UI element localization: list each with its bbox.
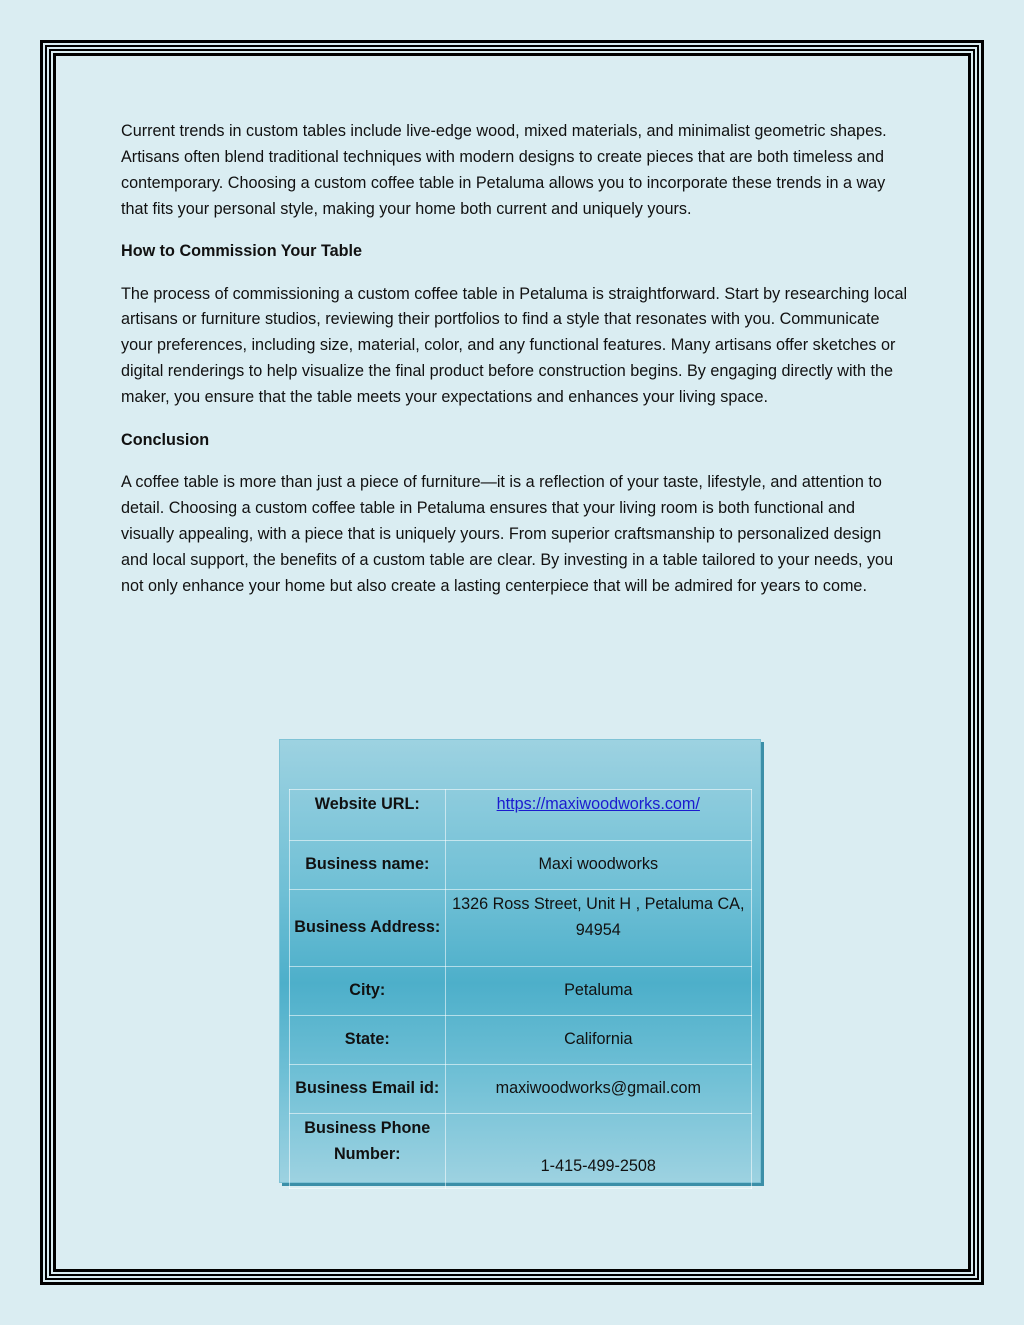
- city-value: Petaluma: [445, 967, 751, 1016]
- state-value: California: [445, 1016, 751, 1065]
- table-row: [290, 1016, 752, 1065]
- website-link[interactable]: https://maxiwoodworks.com/: [496, 795, 700, 813]
- business-info-table: [289, 789, 752, 1189]
- business-info-card: [279, 739, 761, 1183]
- commission-paragraph: The process of commissioning a custom coffee table in Petaluma is straightforward. Start by researching local artisans or furniture studios, reviewing their portfolios to find a style that resonates with you. Communicate your preferences, including size, material, color, and any functional features. Many artisans offer sketches or digital renderings to help visualize the final product before construction begins. By engaging directly with the maker, you ensure that the table meets your expectations and enhances your living space.: [121, 284, 908, 407]
- website-label: Website URL:: [290, 790, 446, 841]
- phone-value: 1-415-499-2508: [445, 1114, 751, 1189]
- table-row: [290, 890, 752, 967]
- conclusion-paragraph: A coffee table is more than just a piece of furniture—it is a reflection of your taste, lifestyle, and attention to detail. Choosing a custom coffee table in Petaluma ensures that your living room is both functional and visually appealing, with a piece that is uniquely yours. From superior craftsmanship to personalized design and local support, the benefits of a custom table are clear. By investing in a table tailored to your needs, you not only enhance your home but also create a lasting centerpiece that will be admired for years to come.: [121, 472, 894, 595]
- city-label: City:: [290, 967, 446, 1016]
- business-name-label: Business name:: [290, 841, 446, 890]
- website-cell: [445, 790, 751, 841]
- commission-heading: How to Commission Your Table: [121, 242, 363, 261]
- business-address-label: Business Address:: [290, 890, 446, 967]
- table-row: [290, 967, 752, 1016]
- table-row: [290, 1065, 752, 1114]
- table-row: [290, 790, 752, 841]
- table-row: [290, 841, 752, 890]
- article-body: [121, 119, 911, 616]
- phone-label: Business Phone Number:: [290, 1114, 446, 1189]
- business-address-value: 1326 Ross Street, Unit H , Petaluma CA, 94954: [445, 890, 751, 967]
- business-name-value: Maxi woodworks: [445, 841, 751, 890]
- email-label: Business Email id:: [290, 1065, 446, 1114]
- trends-paragraph: Current trends in custom tables include live-edge wood, mixed materials, and minimalist geometric shapes. Artisans often blend traditional techniques with modern designs to create pieces that are both timeless and contemporary. Choosing a custom coffee table in Petaluma allows you to incorporate these trends in a way that fits your personal style, making your home both current and uniquely yours.: [121, 122, 887, 218]
- conclusion-heading: Conclusion: [121, 430, 210, 449]
- table-row: [290, 1114, 752, 1189]
- email-value: maxiwoodworks@gmail.com: [445, 1065, 751, 1114]
- state-label: State:: [290, 1016, 446, 1065]
